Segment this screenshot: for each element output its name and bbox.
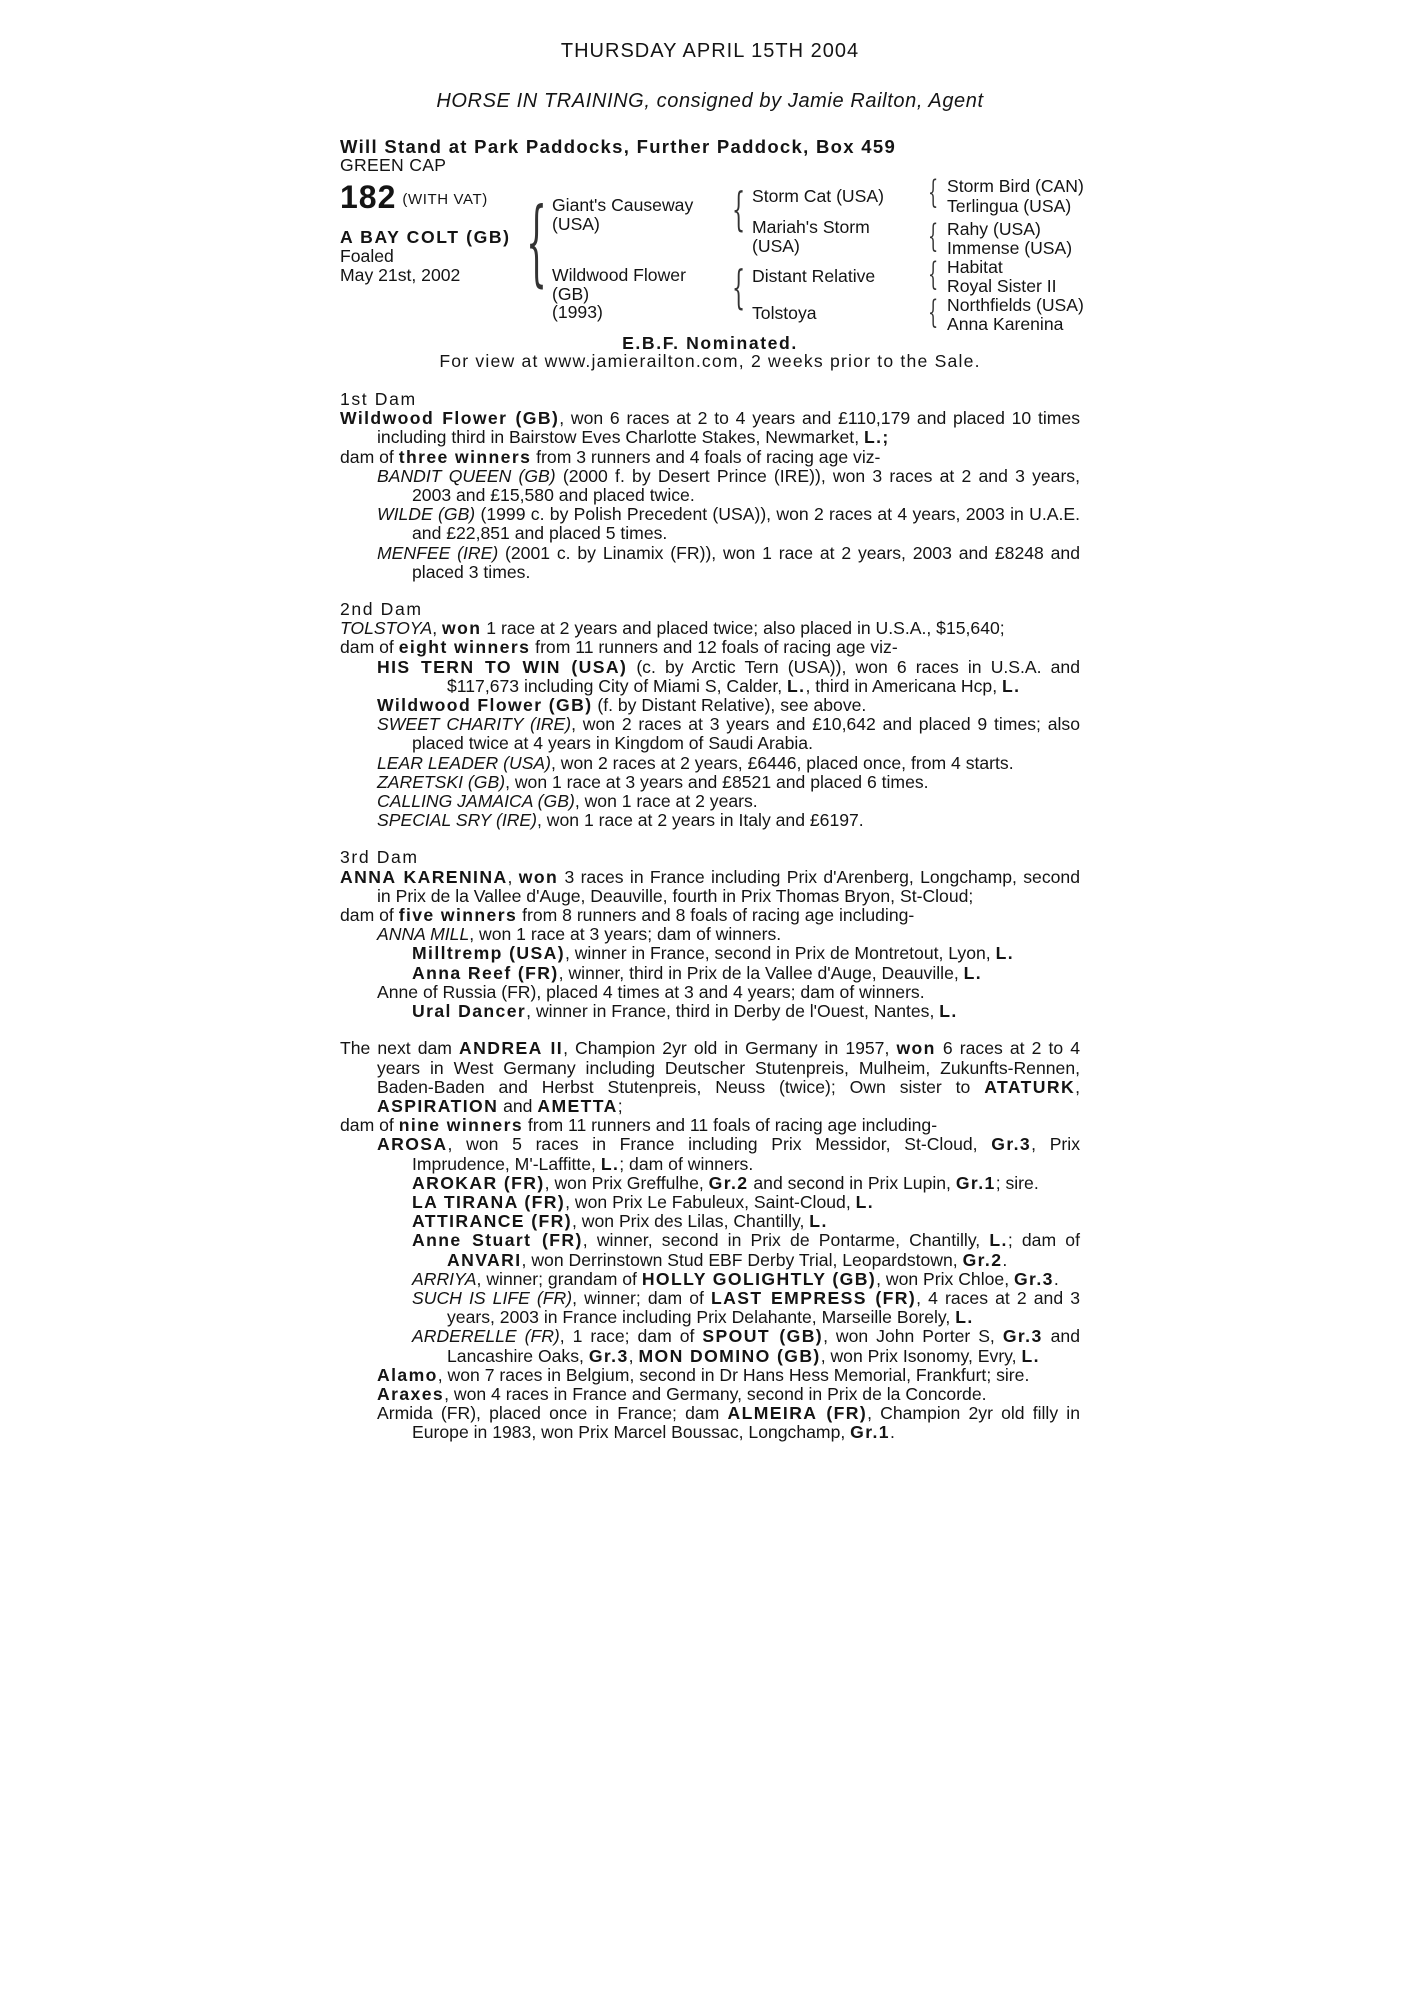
second-dam-section xyxy=(340,600,1080,830)
dam-name: Wildwood Flower (GB) (1993) xyxy=(552,265,686,322)
list-item: Araxes, won 4 races in France and Germany, second in Prix de la Concorde. xyxy=(377,1383,987,1404)
second-dam-heading: 2nd Dam xyxy=(340,599,423,620)
list-item: SWEET CHARITY (IRE), won 2 races at 3 years and £10,642 and placed 9 times; also placed twice at 4 years in Kingdom of Saudi Arabia. xyxy=(377,714,1080,754)
ss-brace: { xyxy=(928,173,939,211)
sd-dam: Immense (USA) xyxy=(947,238,1073,258)
horse-name: A BAY COLT (GB) xyxy=(340,227,511,247)
dam-brace: { xyxy=(732,260,746,314)
dd-sire: Northfields (USA) xyxy=(947,295,1084,315)
list-item: CALLING JAMAICA (GB), won 1 race at 2 years. xyxy=(377,791,758,812)
horse-identity xyxy=(340,228,511,285)
list-item: BANDIT QUEEN (GB) (2000 f. by Desert Prince (IRE)), won 3 races at 2 and 3 years, 2003 and £15,580 and placed twice. xyxy=(377,465,1080,506)
lot-number xyxy=(340,179,488,218)
list-item: Alamo, won 7 races in Belgium, second in Dr Hans Hess Memorial, Frankfurt; sire. xyxy=(377,1364,1030,1385)
list-item: MENFEE (IRE) (2001 c. by Linamix (FR)), won 1 race at 2 years, 2003 and £8248 and placed 3 times. xyxy=(377,542,1080,582)
list-item: ARRIYA, winner; grandam of HOLLY GOLIGHTLY (GB), won Prix Chloe, Gr.3. xyxy=(412,1268,1059,1289)
ds-sire: Habitat xyxy=(947,257,1003,277)
sd-sire: Rahy (USA) xyxy=(947,219,1041,239)
list-item: Wildwood Flower (GB) (f. by Distant Relative), see above. xyxy=(377,695,867,716)
produce-record xyxy=(340,390,1080,1461)
stand-location: Will Stand at Park Paddocks, Further Paddock, Box 459 xyxy=(340,136,897,157)
list-item: Anna Reef (FR), winner, third in Prix de la Vallee d'Auge, Deauville, L. xyxy=(412,962,983,983)
third-dam-section xyxy=(340,848,1080,1021)
next-dam-produce-summary: dam of nine winners from 11 runners and 11 foals of racing age including- xyxy=(340,1115,938,1136)
next-dam-record: The next dam ANDREA II, Champion 2yr old in Germany in 1957, won 6 races at 2 to 4 years in West Germany including Deutscher Stutenpreis, Mulheim, Zukunfts-Rennen, Baden-Baden and Herbst Stutenpreis, Neuss (twice); Own sister to ATATURK, ASPIRATION and AMETTA; xyxy=(340,1038,1080,1116)
first-dam-record: Wildwood Flower (GB), won 6 races at 2 to 4 years and £110,179 and placed 10 times including third in Bairstow Eves Charlotte Stakes, Newmarket, L.; xyxy=(340,408,1081,448)
dam-sire: Distant Relative xyxy=(752,266,876,286)
list-item: ATTIRANCE (FR), won Prix des Lilas, Chantilly, L. xyxy=(412,1211,828,1232)
list-item: Anne Stuart (FR), winner, second in Prix de Pontarme, Chantilly, L.; dam of ANVARI, won Derrinstown Stud EBF Derby Trial, Leopardstown, Gr.2. xyxy=(412,1230,1080,1270)
dd-brace: { xyxy=(928,293,939,331)
second-dam-record: TOLSTOYA, won 1 race at 2 years and placed twice; also placed in U.S.A., $15,640; xyxy=(340,618,1005,639)
third-dam-heading: 3rd Dam xyxy=(340,847,419,868)
first-dam-heading: 1st Dam xyxy=(340,389,417,409)
sire-sire: Storm Cat (USA) xyxy=(752,186,884,206)
first-dam-produce-summary: dam of three winners from 3 runners and 4 foals of racing age viz- xyxy=(340,446,881,467)
sire-brace: { xyxy=(732,182,746,236)
foaled-date: May 21st, 2002 xyxy=(340,265,461,285)
consignment-line: HORSE IN TRAINING, consigned by Jamie Railton, Agent xyxy=(436,90,984,112)
lot-number-value: 182 xyxy=(340,179,397,215)
list-item: Milltremp (USA), winner in France, second in Prix de Montretout, Lyon, L. xyxy=(412,943,1014,964)
next-dam-section xyxy=(340,1039,1080,1442)
first-dam-section xyxy=(340,390,1080,582)
ebf-nominated: E.B.F. Nominated. xyxy=(622,333,798,353)
list-item: LEAR LEADER (USA), won 2 races at 2 years, £6446, placed once, from 4 starts. xyxy=(377,752,1014,773)
list-item: WILDE (GB) (1999 c. by Polish Precedent (USA)), won 2 races at 4 years, 2003 in U.A.E. and £22,851 and placed 5 times. xyxy=(377,504,1080,544)
dd-dam: Anna Karenina xyxy=(947,314,1064,334)
sale-date: THURSDAY APRIL 15TH 2004 xyxy=(560,40,860,62)
list-item: AROKAR (FR), won Prix Greffulhe, Gr.2 and second in Prix Lupin, Gr.1; sire. xyxy=(412,1172,1039,1193)
list-item: ANNA MILL, won 1 race at 3 years; dam of winners. xyxy=(377,924,782,945)
ss-sire: Storm Bird (CAN) xyxy=(947,176,1084,196)
list-item: Anne of Russia (FR), placed 4 times at 3 and 4 years; dam of winners. xyxy=(377,981,925,1002)
list-item: Armida (FR), placed once in France; dam ALMEIRA (FR), Champion 2yr old filly in Europe in 1983, won Prix Marcel Boussac, Longchamp, Gr.1. xyxy=(377,1403,1080,1443)
list-item: HIS TERN TO WIN (USA) (c. by Arctic Tern (USA)), won 6 races in U.S.A. and $117,673 including City of Miami S, Calder, L., third in Americana Hcp, L. xyxy=(377,656,1080,696)
sire-dam: Mariah's Storm (USA) xyxy=(752,217,870,256)
second-dam-produce-summary: dam of eight winners from 11 runners and 12 foals of racing age viz- xyxy=(340,637,898,658)
third-dam-record: ANNA KARENINA, won 3 races in France including Prix d'Arenberg, Longchamp, second in Prix de la Vallee d'Auge, Deauville, fourth in Prix Thomas Bryon, St-Cloud; xyxy=(340,866,1080,906)
list-item: ARDERELLE (FR), 1 race; dam of SPOUT (GB), won John Porter S, Gr.3 and Lancashire Oaks, Gr.3, MON DOMINO (GB), won Prix Isonomy, Evry, L. xyxy=(412,1326,1080,1366)
dam-dam: Tolstoya xyxy=(752,303,817,323)
list-item: SUCH IS LIFE (FR), winner; dam of LAST EMPRESS (FR), 4 races at 2 and 3 years, 2003 in France including Prix Delahante, Marseille Borely, L. xyxy=(412,1287,1080,1328)
list-item: ZARETSKI (GB), won 1 race at 3 years and £8521 and placed 6 times. xyxy=(377,771,929,792)
sire-name: Giant's Causeway (USA) xyxy=(552,195,694,234)
pedigree-brace: { xyxy=(526,188,547,297)
view-notice: For view at www.jamierailton.com, 2 weeks prior to the Sale. xyxy=(439,351,981,371)
foaled-label: Foaled xyxy=(340,246,394,266)
ss-dam: Terlingua (USA) xyxy=(947,196,1072,216)
cap-colour: GREEN CAP xyxy=(340,155,447,175)
ds-brace: { xyxy=(928,255,939,293)
ds-dam: Royal Sister II xyxy=(947,276,1057,296)
list-item: AROSA, won 5 races in France including Prix Messidor, St-Cloud, Gr.3, Prix Imprudence, M'-Laffitte, L.; dam of winners. xyxy=(377,1134,1080,1174)
list-item: LA TIRANA (FR), won Prix Le Fabuleux, Saint-Cloud, L. xyxy=(412,1191,875,1212)
sd-brace: { xyxy=(928,217,939,255)
third-dam-produce-summary: dam of five winners from 8 runners and 8 foals of racing age including- xyxy=(340,905,915,926)
list-item: SPECIAL SRY (IRE), won 1 race at 2 years in Italy and £6197. xyxy=(377,810,864,831)
vat-label: (WITH VAT) xyxy=(402,191,488,208)
list-item: Ural Dancer, winner in France, third in Derby de l'Ouest, Nantes, L. xyxy=(412,1001,958,1022)
